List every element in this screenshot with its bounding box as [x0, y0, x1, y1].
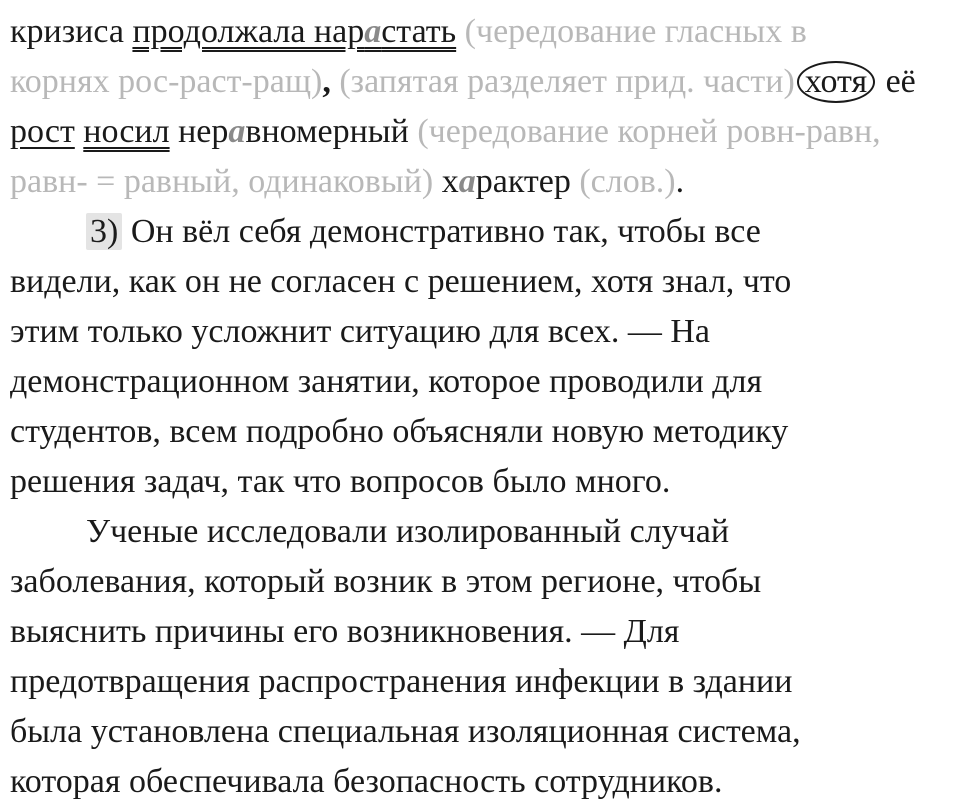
- gray-note: равн- = равный, одинаковый): [10, 163, 442, 200]
- item-number: 3): [86, 213, 122, 250]
- word: вномерный: [245, 113, 418, 150]
- sentence-text: Он вёл себя демонстративно так, чтобы все: [122, 213, 761, 250]
- text-line-14: предотвращения распространения инфекции в здании: [10, 663, 793, 700]
- text-line-10: решения задач, так что вопросов было много.: [10, 463, 671, 500]
- highlighted-vowel: а: [228, 113, 246, 150]
- text-line-11: Ученые исследовали изолированный случай: [86, 513, 730, 550]
- text-line-13: выяснить причины его возникновения. — Для: [10, 613, 680, 650]
- word: кризиса: [10, 13, 133, 50]
- text-line-3: [10, 107, 881, 157]
- predicate-part: стать: [381, 13, 457, 50]
- text-line-5: [86, 207, 761, 257]
- predicate-double-underline: [132, 13, 456, 50]
- text-line-9: студентов, всем подробно объясняли новую методику: [10, 413, 789, 450]
- comma-mark: ,: [322, 63, 331, 100]
- highlighted-vowel: а: [458, 163, 476, 200]
- gray-note: корнях рос-раст-ращ): [10, 63, 323, 100]
- space: [456, 13, 465, 50]
- subject-underline: рост: [10, 113, 75, 150]
- text-line-16: которая обеспечивала безопасность сотрудников.: [10, 763, 723, 800]
- gray-note: (чередование корней ровн-равн,: [417, 113, 881, 150]
- circled-conjunction: хотя: [797, 61, 875, 103]
- word: её: [877, 63, 916, 100]
- gray-note: (запятая разделяет прид. части): [330, 63, 795, 100]
- text-line-1: [10, 7, 807, 57]
- text-line-15: была установлена специальная изоляционная система,: [10, 713, 801, 750]
- text-line-4: [10, 157, 684, 207]
- predicate-part: продолжала нар: [132, 13, 365, 50]
- word: нер: [169, 113, 229, 150]
- gray-note: (слов.): [579, 163, 676, 200]
- text-line-6: видели, как он не согласен с решением, хотя знал, что: [10, 263, 792, 300]
- text-line-8: демонстрационном занятии, которое проводили для: [10, 363, 763, 400]
- word: рактер: [475, 163, 580, 200]
- word: х: [441, 163, 459, 200]
- text-line-2: [10, 57, 916, 107]
- text-line-12: заболевания, который возник в этом регионе, чтобы: [10, 563, 762, 600]
- text-line-7: этим только усложнит ситуацию для всех. — На: [10, 313, 711, 350]
- highlighted-vowel: а: [364, 13, 382, 50]
- period: .: [675, 163, 685, 200]
- predicate-double-underline: носил: [83, 113, 170, 150]
- gray-note: (чередование гласных в: [464, 13, 807, 50]
